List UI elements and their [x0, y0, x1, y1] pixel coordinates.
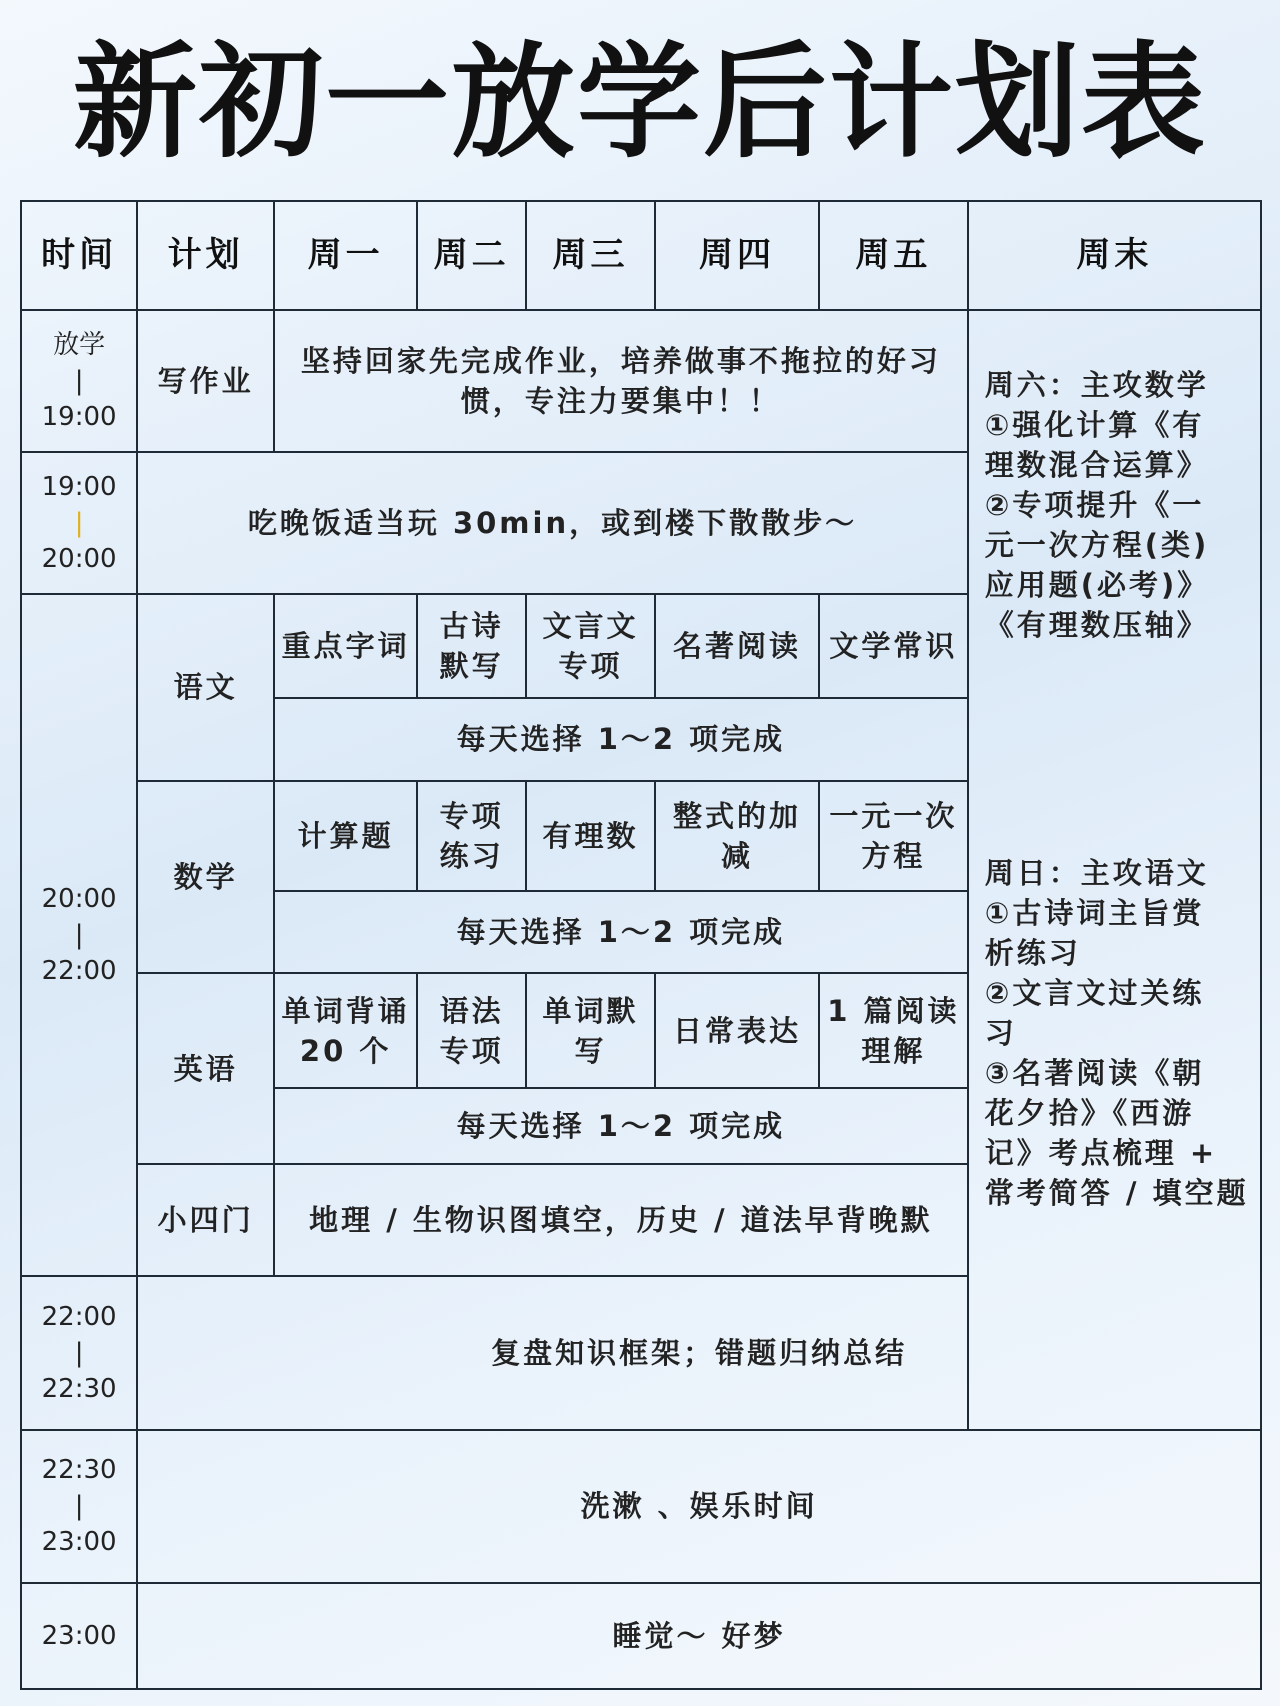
- sleep-content: 睡觉～ 好梦: [137, 1583, 1261, 1689]
- time-start: 22:00: [41, 1301, 117, 1332]
- chinese-item-friday: 文学常识: [819, 594, 968, 698]
- review-content: 复盘知识框架；错题归纳总结: [137, 1276, 1261, 1429]
- saturday-line: 《有理数压轴》: [984, 607, 1209, 642]
- time-start: 19:00: [41, 471, 117, 502]
- sunday-line: ②文言文过关练: [984, 975, 1205, 1010]
- time-cell-dinner: [21, 452, 137, 594]
- sunday-line: 常考简答 / 填空题: [984, 1175, 1249, 1210]
- english-item-friday: 1 篇阅读理解: [819, 973, 968, 1087]
- chinese-item-wednesday: 文言文专项: [526, 594, 655, 698]
- time-cell-homework: [21, 310, 137, 452]
- time-start: 22:30: [41, 1455, 117, 1486]
- header-plan: 计划: [137, 201, 274, 310]
- time-end: 22:30: [41, 1373, 117, 1404]
- sunday-line: 花夕拾》《西游: [984, 1095, 1195, 1130]
- time-divider: |: [74, 365, 84, 396]
- chinese-item-monday: 重点字词: [274, 594, 417, 698]
- english-item-monday: 单词背诵20 个: [274, 973, 417, 1087]
- english-item-wednesday: 单词默写: [526, 973, 655, 1087]
- math-item-tuesday: 专项练习: [417, 781, 526, 891]
- dinner-content: 吃晚饭适当玩 30min，或到楼下散散步～: [137, 452, 968, 594]
- time-end: 19:00: [41, 401, 117, 432]
- time-end: 22:00: [41, 956, 117, 987]
- weekend-plan: [968, 310, 1261, 1430]
- sunday-line: 周日：主攻语文: [984, 855, 1209, 890]
- saturday-line: 应用题(必考)》: [984, 567, 1210, 602]
- saturday-line: ①强化计算《有: [984, 407, 1205, 442]
- time-divider: |: [74, 1337, 84, 1368]
- header-weekend: 周末: [968, 201, 1261, 310]
- math-item-friday: 一元一次方程: [819, 781, 968, 891]
- sunday-line: 析练习: [984, 935, 1081, 970]
- sunday-plan: [985, 853, 1252, 1213]
- subject-chinese: 语文: [137, 594, 274, 781]
- saturday-line: 周六：主攻数学: [984, 367, 1209, 402]
- header-tuesday: 周二: [417, 201, 526, 310]
- saturday-line: 理数混合运算》: [984, 447, 1209, 482]
- row-review: [21, 1276, 1261, 1429]
- time-end: 20:00: [41, 543, 117, 574]
- homework-content: 坚持回家先完成作业，培养做事不拖拉的好习惯，专注力要集中！！: [274, 310, 968, 452]
- saturday-line: 元一次方程(类): [984, 527, 1210, 562]
- time-divider: |: [74, 1491, 84, 1522]
- header-friday: 周五: [819, 201, 968, 310]
- chinese-item-tuesday: 古诗默写: [417, 594, 526, 698]
- plan-homework: 写作业: [137, 310, 274, 452]
- subject-english: 英语: [137, 973, 274, 1164]
- time-start: 放学: [53, 329, 106, 360]
- header-wednesday: 周三: [526, 201, 655, 310]
- chinese-note: 每天选择 1～2 项完成: [274, 698, 968, 781]
- saturday-plan: [985, 365, 1252, 645]
- english-item-thursday: 日常表达: [655, 973, 819, 1087]
- time-end: 23:00: [41, 1527, 117, 1558]
- time-divider: |: [74, 920, 84, 951]
- subject-math: 数学: [137, 781, 274, 974]
- sunday-line: ③名著阅读《朝: [984, 1055, 1205, 1090]
- leisure-content: 洗漱 、娱乐时间: [137, 1430, 1261, 1583]
- header-time: 时间: [21, 201, 137, 310]
- subject-minor: 小四门: [137, 1164, 274, 1276]
- header-monday: 周一: [274, 201, 417, 310]
- time-start: 20:00: [41, 884, 117, 915]
- math-item-thursday: 整式的加减: [655, 781, 819, 891]
- header-row: [21, 201, 1261, 310]
- sunday-line: 习: [984, 1015, 1017, 1050]
- time-cell-sleep: [21, 1583, 137, 1689]
- row-homework: [21, 310, 1261, 452]
- row-sleep: [21, 1583, 1261, 1689]
- page-title: 新初一放学后计划表: [72, 31, 1207, 175]
- sunday-line: ①古诗词主旨赏: [984, 895, 1205, 930]
- math-item-wednesday: 有理数: [526, 781, 655, 891]
- minor-content: 地理 / 生物识图填空，历史 / 道法早背晚默: [274, 1164, 968, 1276]
- english-item-tuesday: 语法专项: [417, 973, 526, 1087]
- saturday-line: ②专项提升《一: [984, 487, 1205, 522]
- time-cell-leisure: [21, 1430, 137, 1583]
- time-cell-study: [21, 594, 137, 1276]
- math-note: 每天选择 1～2 项完成: [274, 891, 968, 974]
- time-start: 23:00: [41, 1621, 117, 1652]
- header-thursday: 周四: [655, 201, 819, 310]
- time-divider: |: [74, 507, 84, 538]
- sunday-line: 记》考点梳理 +: [984, 1135, 1218, 1170]
- time-cell-review: [21, 1276, 137, 1429]
- math-item-monday: 计算题: [274, 781, 417, 891]
- chinese-item-thursday: 名著阅读: [655, 594, 819, 698]
- english-note: 每天选择 1～2 项完成: [274, 1088, 968, 1165]
- schedule-table: [20, 200, 1262, 1690]
- row-leisure: [21, 1430, 1261, 1583]
